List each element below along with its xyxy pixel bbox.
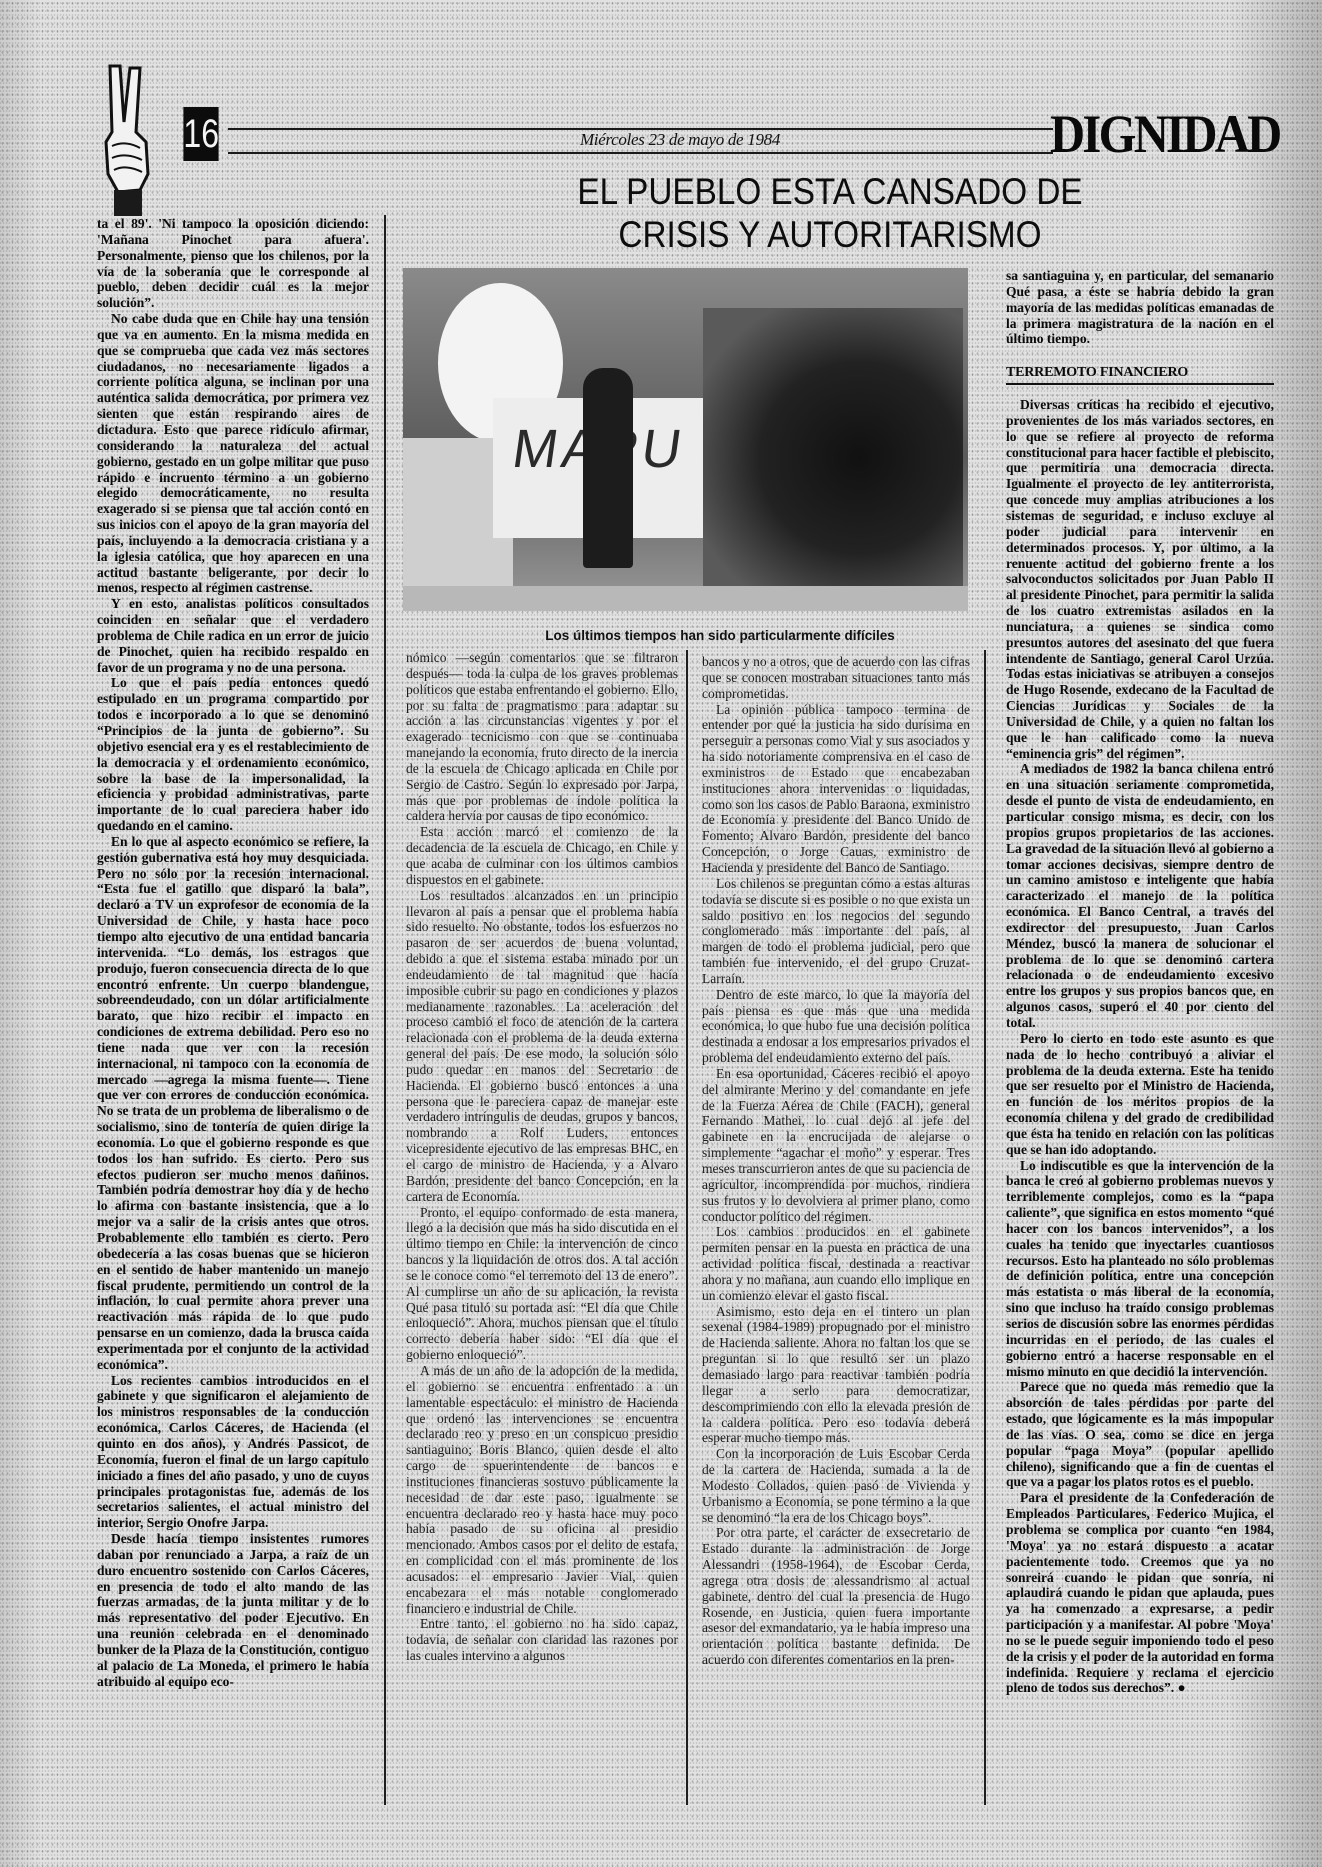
paragraph: bancos y no a otros, que de acuerdo con las cifras que se conocen mostraban situaciones tanto más comprometidas. bbox=[702, 654, 970, 701]
paragraph: En lo que al aspecto económico se refiere, la gestión gubernativa está hoy muy desquiciada. Pero no sólo por la recesión internacional. “Esta fue el gatillo que disparó la bala”, declaró a TV un exprofesor de economía de la Universidad de Chile, y hasta hace poco tiempo alto ejecutivo de una entidad bancaria intervenida. “Lo demás, los estragos que produjo, fueron consecuencia directa de lo que encontró enfrente. Un cuerpo blandengue, sobreendeudado, con un dólar artificialmente barato, que hizo recibir el impacto en condiciones de extrema debilidad. Pero eso no tiene nada que ver con la recesión internacional, ni tampoco con la economía de mercado —agrega la misma fuente—. Tiene que ver con errores de conducción económica. No se trata de un problema de liberalismo o de socialismo, sino de tontería de quien dirige la economía. Lo que el gobierno responde es que todos los han sufrido. Es cierto. Pero sus efectos pudieron ser mucho menos dañinos. También podría demostrar hoy día y de hecho lo afirma con bastante insistencia, que a lo mejor va a salir de la crisis antes que otros. Probablemente ello también es cierto. Pero obedecería a las cosas buenas que se hicieron en el sentido de haber mantenido un manejo fiscal prudente, permitiendo un control de la inflación, lo cual permite ahora prever una reactivación más rápida de lo que pudo pensarse en un comienzo, dada la brusca caída experimentada por el conjunto de la actividad económica”. bbox=[97, 833, 369, 1372]
paragraph: Pronto, el equipo conformado de esta manera, llegó a la decisión que más ha sido discutida en el último tiempo en Chile: la intervención de cinco bancos y la liquidación de otros dos. A tal acción se le conoce como “el terremoto del 13 de enero”. Al cumplirse un año de su aplicación, la revista Qué pasa tituló su portada así: “El día que Chile enloqueció”. Ahora, muchos piensan que el título correcto debería haber sido: “El día que el gobierno enloqueció”. bbox=[406, 1204, 678, 1363]
news-photo bbox=[403, 268, 968, 611]
headline-line-2: CRISIS Y AUTORITARISMO bbox=[618, 214, 1042, 255]
figure bbox=[583, 368, 633, 568]
article-column-1 bbox=[97, 216, 369, 1806]
paragraph: Por otra parte, el carácter de exsecretario de Estado durante la administración de Jorge Alessandri (1958-1964), de Escobar Cerda, agrega otra dosis de alessandrismo al actual gabinete, dentro del cual la presencia de Hugo Rosende, en Justicia, quien fuera importante asesor del exmandatario, ya le había impreso una orientación política bastante definida. De acuerdo con diferentes comentarios en la pren- bbox=[702, 1525, 970, 1668]
paragraph: Dentro de este marco, lo que la mayoría del país piensa es que más que una medida económica, lo que hubo fue una decisión política destinada a endosar a los empresarios privados el problema del endeudamiento externo del país. bbox=[702, 986, 970, 1066]
paragraph: Asimismo, esto deja en el tintero un plan sexenal (1984-1989) propugnado por el ministro de Hacienda saliente. Ahora no faltan los que se preguntan si lo que resultó ser un plazo demasiado largo para reactivar también podría llegar a serlo para democratizar, descomprimiendo con ello la elevada presión de la caldera política. Pero eso todavía deberá esperar mucho tiempo más. bbox=[702, 1303, 970, 1446]
paragraph: Parece que no queda más remedio que la absorción de tales pérdidas por parte del estado, que lógicamente es la más impopular de las vías. O sea, como se dice en jerga popular “paga Moya” (popular apellido chileno), significando que a fin de cuentas el que va a pagar los platos rotos es el pueblo. bbox=[1006, 1379, 1274, 1490]
crowd bbox=[703, 308, 963, 608]
paragraph: Los recientes cambios introducidos en el gabinete y que significaron el alejamiento de los ministros responsables de la conducción económica, Carlos Cáceres, de Hacienda (el quinto en dos años), y Andrés Passicot, de Economía, fueron el final de un largo capítulo iniciado a fines del año pasado, y uno de cuyos principales protagonistas fue, además de los secretarios salientes, el actual ministro del interior, Sergio Onofre Jarpa. bbox=[97, 1372, 369, 1531]
photo-caption: Los últimos tiempos han sido particularmente difíciles bbox=[545, 628, 895, 643]
column-rule bbox=[686, 650, 688, 1805]
paragraph: nómico —según comentarios que se filtraron después— toda la culpa de los graves problemas políticos que estaba enfrentando el gobierno. Ello, por su falta de pragmatismo para adaptar su acción a las circunstancias vigentes y por el exagerado tecnicismo con que se continuaba manejando la economía, fruto directo de la inercia de la escuela de Chicago aplicada en Chile por Sergio de Castro. Según lo expresado por Jarpa, más que por problemas de índole política la caldera hervía por causas de tipo económico. bbox=[406, 650, 678, 824]
issue-date: Miércoles 23 de mayo de 1984 bbox=[579, 130, 781, 149]
article-column-4 bbox=[1006, 268, 1274, 1808]
paragraph: Lo que el país pedía entonces quedó estipulado en un programa compartido por todos e incorporado a lo que se denominó “Principios de la junta de gobierno”. Su objetivo esencial era y es el restablecimiento de la democracia y el ordenamiento económico, sobre la base de la impersonalidad, la eficiencia y probidad administrativas, parte importante de lo cual pareciera haber ido quedando en el camino. bbox=[97, 675, 369, 834]
article-column-3 bbox=[702, 654, 970, 1804]
paragraph: Diversas críticas ha recibido el ejecutivo, provenientes de los más variados sectores, en lo que se refiere al proyecto de reforma constitucional para hacer factible el plebiscito, que permitiría una democracia directa. Igualmente el proyecto de ley antiterrorista, que concede muy amplias atribuciones a los sistemas de seguridad, e incluso excluye al poder judicial para intervenir en determinados procesos. Y, por último, a la renuente actitud del gobierno frente a los salvoconductos solicitados por Juan Pablo II al presidente Pinochet, para permitir la salida de los cuatro extremistas asilados en la nunciatura, a quienes se sindica como presuntos autores del asesinato del que fuera intendente de Santiago, general Carol Urzúa. Todas estas iniciativas se atribuyen a consejos de Hugo Rosende, exdecano de la Facultad de Ciencias Jurídicas y Sociales de la Universidad de Chile, y a quien no faltan los que le han calificado como la nueva “eminencia gris” del régimen”. bbox=[1006, 397, 1274, 761]
page-number: 16 bbox=[183, 107, 218, 161]
article-column-2 bbox=[406, 650, 678, 1805]
paragraph: Pero lo cierto en todo este asunto es que nada de lo hecho contribuyó a aliviar el problema de la deuda externa. Este ha tenido que ser resuelto por el Ministro de Hacienda, en función de los méritos propios de la economía chilena y del grado de credibilidad que ésta ha tenido en relación con las políticas que se han ido adoptando. bbox=[1006, 1030, 1274, 1157]
paragraph: No cabe duda que en Chile hay una tensión que va en aumento. En la misma medida en que se comprueba que cada vez más sectores ciudadanos, no necesariamente ligados a corriente política alguna, se inclinan por una auténtica salida democrática, por primera vez sienten que están respirando aires de dictadura. Esto que parece ridículo afirmar, considerando la naturaleza del actual gobierno, gestado en un golpe militar que puso rápido e incruento término a un gobierno elegido democráticamente, no resulta exagerado si se piensa que tal acción contó en sus inicios con el apoyo de la gran mayoría del país, incluyendo a la democracia cristiana y a la iglesia católica, que hoy aparecen en una actitud bastante beligerante, por decir lo menos, respecto al régimen castrense. bbox=[97, 311, 369, 596]
paragraph: Lo indiscutible es que la intervención de la banca le creó al gobierno problemas nuevos y terriblemente complejos, como es la “papa caliente”, que significa en estos momento “qué hacer con los bancos intervenidos”, a los cuales ha tenido que inyectarles cuantiosos recursos. Esto ha planteado no sólo problemas de definición política, entre una concepción más estatista o más liberal de la economía, sino que incluso ha traído consigo problemas serios de discusión sobre las enormes pérdidas incurridas en el período, de las cuales el gobierno entró a hacerse responsable en el mismo minuto en que decidió la intervención. bbox=[1006, 1157, 1274, 1379]
paragraph: Y en esto, analistas políticos consultados coinciden en señalar que el verdadero problema de Chile radica en un error de juicio de Pinochet, quien ha recibido respaldo en favor de un programa y no de una persona. bbox=[97, 596, 369, 675]
masthead-rule-bottom bbox=[228, 152, 1053, 154]
column-rule bbox=[984, 650, 986, 1805]
victory-hand-icon bbox=[100, 62, 162, 222]
column-rule bbox=[384, 215, 386, 1805]
paragraph: Para el presidente de la Confederación de Empleados Particulares, Federico Mujica, el problema se complica por cuanto “en 1984, 'Moya' ya no estará dispuesto a acatar pacientemente todo. Creemos que ya no sonreirá cuando le pidan que sonría, ni aplaudirá cuando le pidan que aplauda, pues ya ha comenzado a expresarse, a pedir participación y a manifestar. Al pobre 'Moya' no se le puede seguir imponiendo todo el peso de la crisis y el poder de la autoridad en forma indefinida. Requiere y reclama el ejercicio pleno de todos sus derechos”. ● bbox=[1006, 1490, 1274, 1696]
section-subheading: TERREMOTO FINANCIERO bbox=[1006, 365, 1274, 385]
paragraph: Los chilenos se preguntan cómo a estas alturas todavía se discute si es posible o no que exista un saldo positivo en los negocios del segundo conglomerado más importante del país, al margen de todo el problema judicial, pero que también fue intervenido, el del grupo Cruzat-Larraín. bbox=[702, 875, 970, 986]
paragraph: En esa oportunidad, Cáceres recibió el apoyo del almirante Merino y del comandante en jefe de la Fuerza Aérea de Chile (FACH), general Fernando Mathei, lo cual dejó al jefe del gabinete en la encrucijada de alejarse o simplemente “agachar el moño” y esperar. Tres meses transcurrieron antes de que su paciencia de agricultor, incomprendida por muchos, rindiera sus frutos y lo devolviera al primer plano, como conductor político del régimen. bbox=[702, 1065, 970, 1224]
paragraph: Los cambios producidos en el gabinete permiten pensar en la puesta en práctica de una actividad política fiscal, destinada a reactivar ahora y no mañana, aun cuando ello implique en un comienzo elevar el gasto fiscal. bbox=[702, 1224, 970, 1303]
paragraph: sa santiaguina y, en particular, del semanario Qué pasa, a éste se habría debido la gran mayoría de las medidas políticas emanadas de la primera magistratura de la nación en el último tiempo. bbox=[1006, 268, 1274, 347]
publication-logo: DIGNIDAD bbox=[1050, 104, 1280, 164]
paragraph: A más de un año de la adopción de la medida, el gobierno se encuentra enfrentado a un lamentable espectáculo: el ministro de Hacienda que ordenó las intervenciones se encuentra declarado reo y preso en un conspicuo presidio santiaguino; Boris Blanco, quien desde el alto cargo de spuerintendente de bancos e instituciones financieras sostuvo públicamente la necesidad de dar este paso, igualmente se encuentra declarado reo y hasta hace muy poco había pasado de su oficina al presidio mencionado. Ambos casos por el delito de estafa, en complicidad con el más prominente de los acusados: el empresario Javier Vial, quien encabezara el más notable conglomerado financiero e industrial de Chile. bbox=[406, 1362, 678, 1616]
paragraph: Con la incorporación de Luis Escobar Cerda de la cartera de Hacienda, sumada a la de Modesto Collados, quien pasó de Vivienda y Urbanismo a Economía, se pone término a la que se denominó “la era de los Chicago boys”. bbox=[702, 1446, 970, 1525]
headline-line-1: EL PUEBLO ESTA CANSADO DE bbox=[577, 171, 1083, 212]
paragraph: La opinión pública tampoco termina de entender por qué la justicia ha sido durísima en perseguir a personas como Vial y sus asociados y ha sido notoriamente comprensiva en el caso de exministros de Estado que encabezaban instituciones ahora intervenidas o liquidadas, como son los casos de Pablo Baraona, exministro de Economía y presidente del Banco Unido de Fomento; Alvaro Bardón, presidente del banco Concepción, o Jorge Cauas, exministro de Hacienda y presidente del Banco de Santiago. bbox=[702, 701, 970, 875]
paragraph: ta el 89'. 'Ni tampoco la oposición diciendo: 'Mañana Pinochet para afuera'. Personalmente, pienso que los chilenos, por la vía de la soberanía que le corresponde al pueblo, deben decidir cuál es la mejor solución”. bbox=[97, 216, 369, 311]
paragraph: A mediados de 1982 la banca chilena entró en una situación seriamente comprometida, desde el punto de vista de endeudamiento, en particular consigo misma, es decir, con los propios grupos propietarios de las acciones. La gravedad de la situación llevó al gobierno a tomar acciones decisivas, siempre dentro de un camino amistoso e inteligente que había caracterizado el manejo de la política económica. El Banco Central, a través del exdirector del presupuesto, Juan Carlos Méndez, buscó la manera de solucionar el problema de lo que se denominó cartera relacionada o de endeudamiento excesivo entre los grupos y sus propios bancos que, en algunos casos, superó el 40 por ciento del total. bbox=[1006, 761, 1274, 1030]
paragraph: Desde hacía tiempo insistentes rumores daban por renunciado a Jarpa, a raíz de un duro encuentro sostenido con Carlos Cáceres, en presencia de todo el alto mando de las fuerzas armadas, de la junta militar y de lo más representativo del poder Ejecutivo. En una reunión celebrada en el denominado bunker de la Plaza de la Constitución, contiguo al palacio de La Moneda, el primero le había atribuido al equipo eco- bbox=[97, 1531, 369, 1689]
paragraph: Los resultados alcanzados en un principio llevaron al país a pensar que el problema había sido resuelto. No obstante, todos los esfuerzos no pasaron de ser acuerdos de buena voluntad, debido a que el sistema estaba minado por un endeudamiento de tal magnitud que hacía imposible cubrir su pago en condiciones y plazos medianamente razonables. La aceleración del proceso cambió el foco de atención de la cartera relacionada con el problema de la deuda externa general del país. De ese modo, la solución sólo pudo quedar en manos del Secretario de Hacienda. El gobierno buscó entonces a una persona que le pareciera capaz de manejar este verdadero intríngulis de deudas, grupos y bancos, nombrando a Rolf Luders, entonces vicepresidente ejecutivo de las empresas BHC, en el cargo de ministro de Hacienda, y a Alvaro Bardón, presidente del banco Concepción, en la cartera de Economía. bbox=[406, 887, 678, 1204]
paragraph: Esta acción marcó el comienzo de la decadencia de la escuela de Chicago, en Chile y que acaba de culminar con los últimos cambios dispuestos en el gabinete. bbox=[406, 824, 678, 887]
paragraph: Entre tanto, el gobierno no ha sido capaz, todavía, de señalar con claridad las razones por las cuales intervino a algunos bbox=[406, 1616, 678, 1664]
